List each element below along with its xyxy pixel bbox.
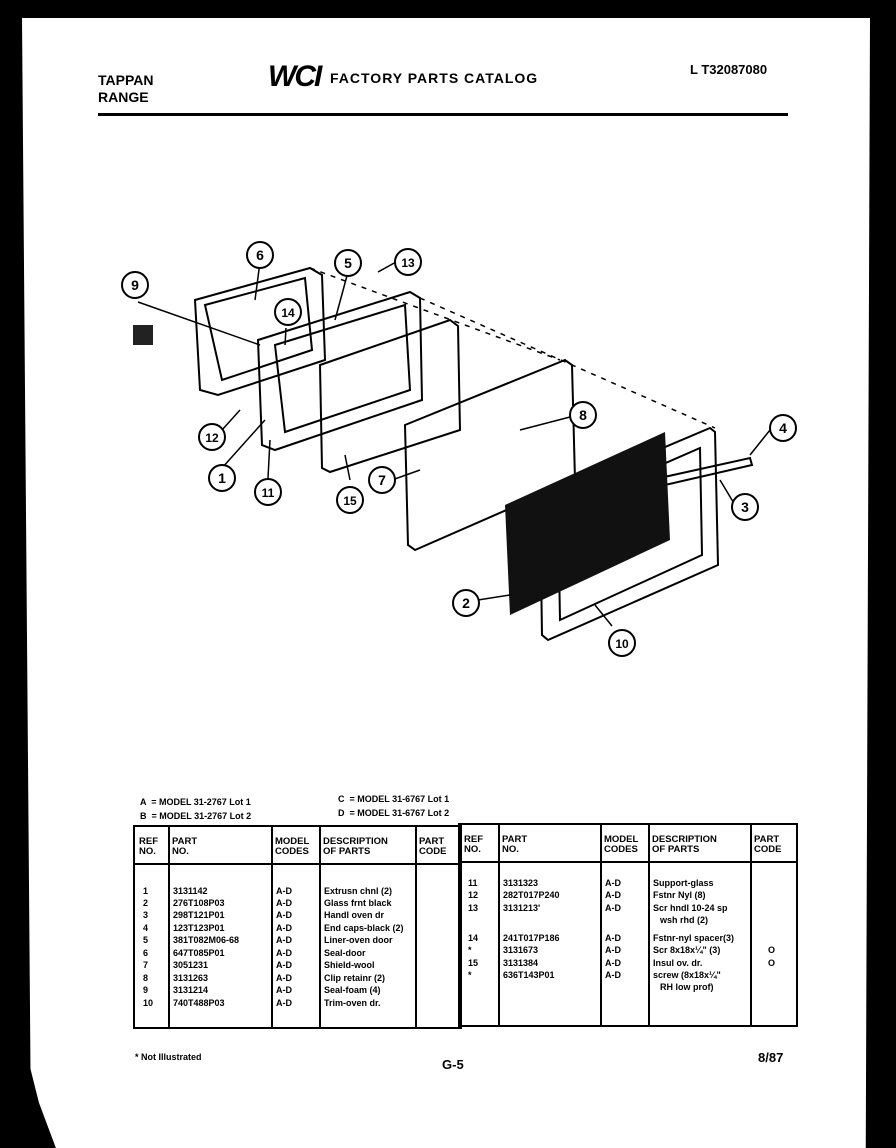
cell-model: A-D (276, 985, 292, 995)
cell-model: A-D (605, 945, 621, 955)
cell-code: O (768, 945, 776, 955)
callout-11: 11 (261, 486, 275, 500)
cell-part: 381T082M06-68 (173, 935, 240, 945)
cell-model: A-D (605, 970, 621, 980)
callout-5: 5 (344, 255, 352, 271)
model-d: D = MODEL 31-6767 Lot 2 (338, 808, 450, 818)
cell-model: A-D (276, 898, 292, 908)
cell-part: 3131263 (173, 973, 209, 983)
cell-ref: * (468, 970, 472, 980)
callout-8: 8 (579, 407, 587, 423)
cell-ref: 14 (468, 933, 479, 943)
column-divider (750, 825, 752, 1025)
document-number: L T32087080 (690, 62, 768, 77)
cell-model: A-D (276, 923, 292, 933)
cell-ref: 8 (143, 973, 149, 983)
cell-part: 647T085P01 (173, 948, 225, 958)
brand-line2: RANGE (98, 89, 149, 105)
column-divider (168, 827, 170, 1027)
cell-ref: 1 (143, 886, 149, 896)
cell-model: A-D (276, 960, 292, 970)
cell-ref: 5 (143, 935, 149, 945)
header-model: MODEL CODES (275, 836, 310, 857)
cell-model: A-D (605, 933, 621, 943)
cell-desc: Liner-oven door (324, 935, 393, 945)
callout-13: 13 (401, 256, 415, 270)
wci-logo: WCI (268, 60, 321, 93)
cell-desc: Shield-wool (324, 960, 375, 970)
cell-model: A-D (605, 958, 621, 968)
cell-desc: Trim-oven dr. (324, 998, 381, 1008)
column-divider (271, 827, 273, 1027)
cell-desc-cont: RH low prof) (660, 982, 714, 993)
model-c: C = MODEL 31-6767 Lot 1 (338, 794, 450, 804)
parts-table-right (458, 823, 798, 1027)
cell-part: 3131323 (503, 878, 539, 888)
cell-part: 3131213' (503, 903, 541, 913)
cell-desc: End caps-black (2) (324, 923, 404, 933)
cell-desc: Insul ov. dr. (653, 958, 703, 968)
cell-part: 3051231 (173, 960, 209, 970)
cell-part: 740T488P03 (173, 998, 225, 1008)
cell-desc: Seal-foam (4) (324, 985, 381, 995)
cell-ref: 4 (143, 923, 149, 933)
cell-part: 3131142 (173, 886, 208, 896)
cell-part: 298T121P01 (173, 910, 225, 920)
cell-desc-cont: wsh rhd (2) (660, 915, 709, 926)
column-divider (415, 827, 417, 1027)
header-desc: DESCRIPTION OF PARTS (323, 836, 388, 857)
callout-7: 7 (378, 472, 386, 488)
cell-code: O (768, 958, 776, 968)
cell-model: A-D (276, 948, 292, 958)
revision-date: 8/87 (758, 1050, 784, 1065)
cell-desc: Scr hndl 10-24 sp (653, 903, 728, 913)
cell-part: 3131214 (173, 985, 209, 995)
cell-desc: Extrusn chnl (2) (324, 886, 393, 896)
header-model: MODEL CODES (604, 834, 639, 855)
cell-model: A-D (276, 910, 292, 920)
callout-2: 2 (462, 595, 470, 611)
cell-ref: 12 (468, 890, 479, 900)
column-divider (498, 825, 500, 1025)
header-code: PART CODE (419, 836, 447, 857)
cell-desc: Seal-door (324, 948, 366, 958)
cell-ref: 10 (143, 998, 154, 1008)
cell-desc: Support-glass (653, 878, 714, 888)
header-code: PART CODE (754, 834, 782, 855)
cell-ref: 3 (143, 910, 149, 920)
cell-model: A-D (276, 973, 292, 983)
catalog-title: FACTORY PARTS CATALOG (330, 70, 539, 86)
cell-ref: 9 (143, 985, 149, 995)
cell-part: 636T143P01 (503, 970, 555, 980)
page-number: G-5 (442, 1057, 464, 1072)
cell-desc: Fstnr Nyl (8) (653, 890, 706, 900)
cell-part: 241T017P186 (503, 933, 560, 943)
cell-desc: Clip retainr (2) (324, 973, 386, 983)
cell-model: A-D (276, 998, 292, 1008)
cell-desc: Scr 8x18x¼" (3) (653, 945, 721, 955)
callout-3: 3 (741, 499, 749, 515)
cell-ref: 11 (468, 878, 478, 888)
cell-part: 123T123P01 (173, 923, 225, 933)
cell-desc: Glass frnt black (324, 898, 392, 908)
cell-part: 3131384 (503, 958, 539, 968)
callout-14: 14 (281, 306, 295, 320)
cell-desc: screw (8x18x¼" (653, 970, 721, 980)
cell-model: A-D (276, 886, 292, 896)
cell-model: A-D (605, 890, 621, 900)
column-divider (319, 827, 321, 1027)
header-part: PART NO. (172, 836, 198, 857)
callout-9: 9 (131, 277, 139, 293)
footnote: * Not Illustrated (135, 1052, 202, 1062)
cell-part: 276T108P03 (173, 898, 225, 908)
cell-desc: Fstnr-nyl spacer(3) (653, 933, 735, 943)
callout-12: 12 (205, 431, 219, 445)
cell-part: 282T017P240 (503, 890, 560, 900)
cell-ref: 6 (143, 948, 149, 958)
brand-line1: TAPPAN (98, 72, 154, 88)
model-b: B = MODEL 31-2767 Lot 2 (140, 811, 252, 821)
header-ref: REF NO. (139, 836, 158, 857)
column-divider (600, 825, 602, 1025)
cell-desc: Handl oven dr (324, 910, 385, 920)
callout-6: 6 (256, 247, 264, 263)
cell-part: 3131673 (503, 945, 539, 955)
header-desc: DESCRIPTION OF PARTS (652, 834, 717, 855)
cell-ref: 7 (143, 960, 149, 970)
model-a: A = MODEL 31-2767 Lot 1 (140, 797, 251, 807)
header-ref: REF NO. (464, 834, 483, 855)
cell-ref: * (468, 945, 472, 955)
cell-ref: 15 (468, 958, 479, 968)
parts-table-left (133, 825, 462, 1029)
cell-ref: 2 (143, 898, 149, 908)
header-part: PART NO. (502, 834, 528, 855)
cell-model: A-D (605, 903, 621, 913)
callout-1: 1 (218, 470, 226, 486)
callout-10: 10 (615, 637, 629, 651)
callout-4: 4 (779, 420, 787, 436)
cell-model: A-D (605, 878, 621, 888)
column-divider (648, 825, 650, 1025)
cell-model: A-D (276, 935, 292, 945)
callout-15: 15 (343, 494, 357, 508)
cell-ref: 13 (468, 903, 479, 913)
